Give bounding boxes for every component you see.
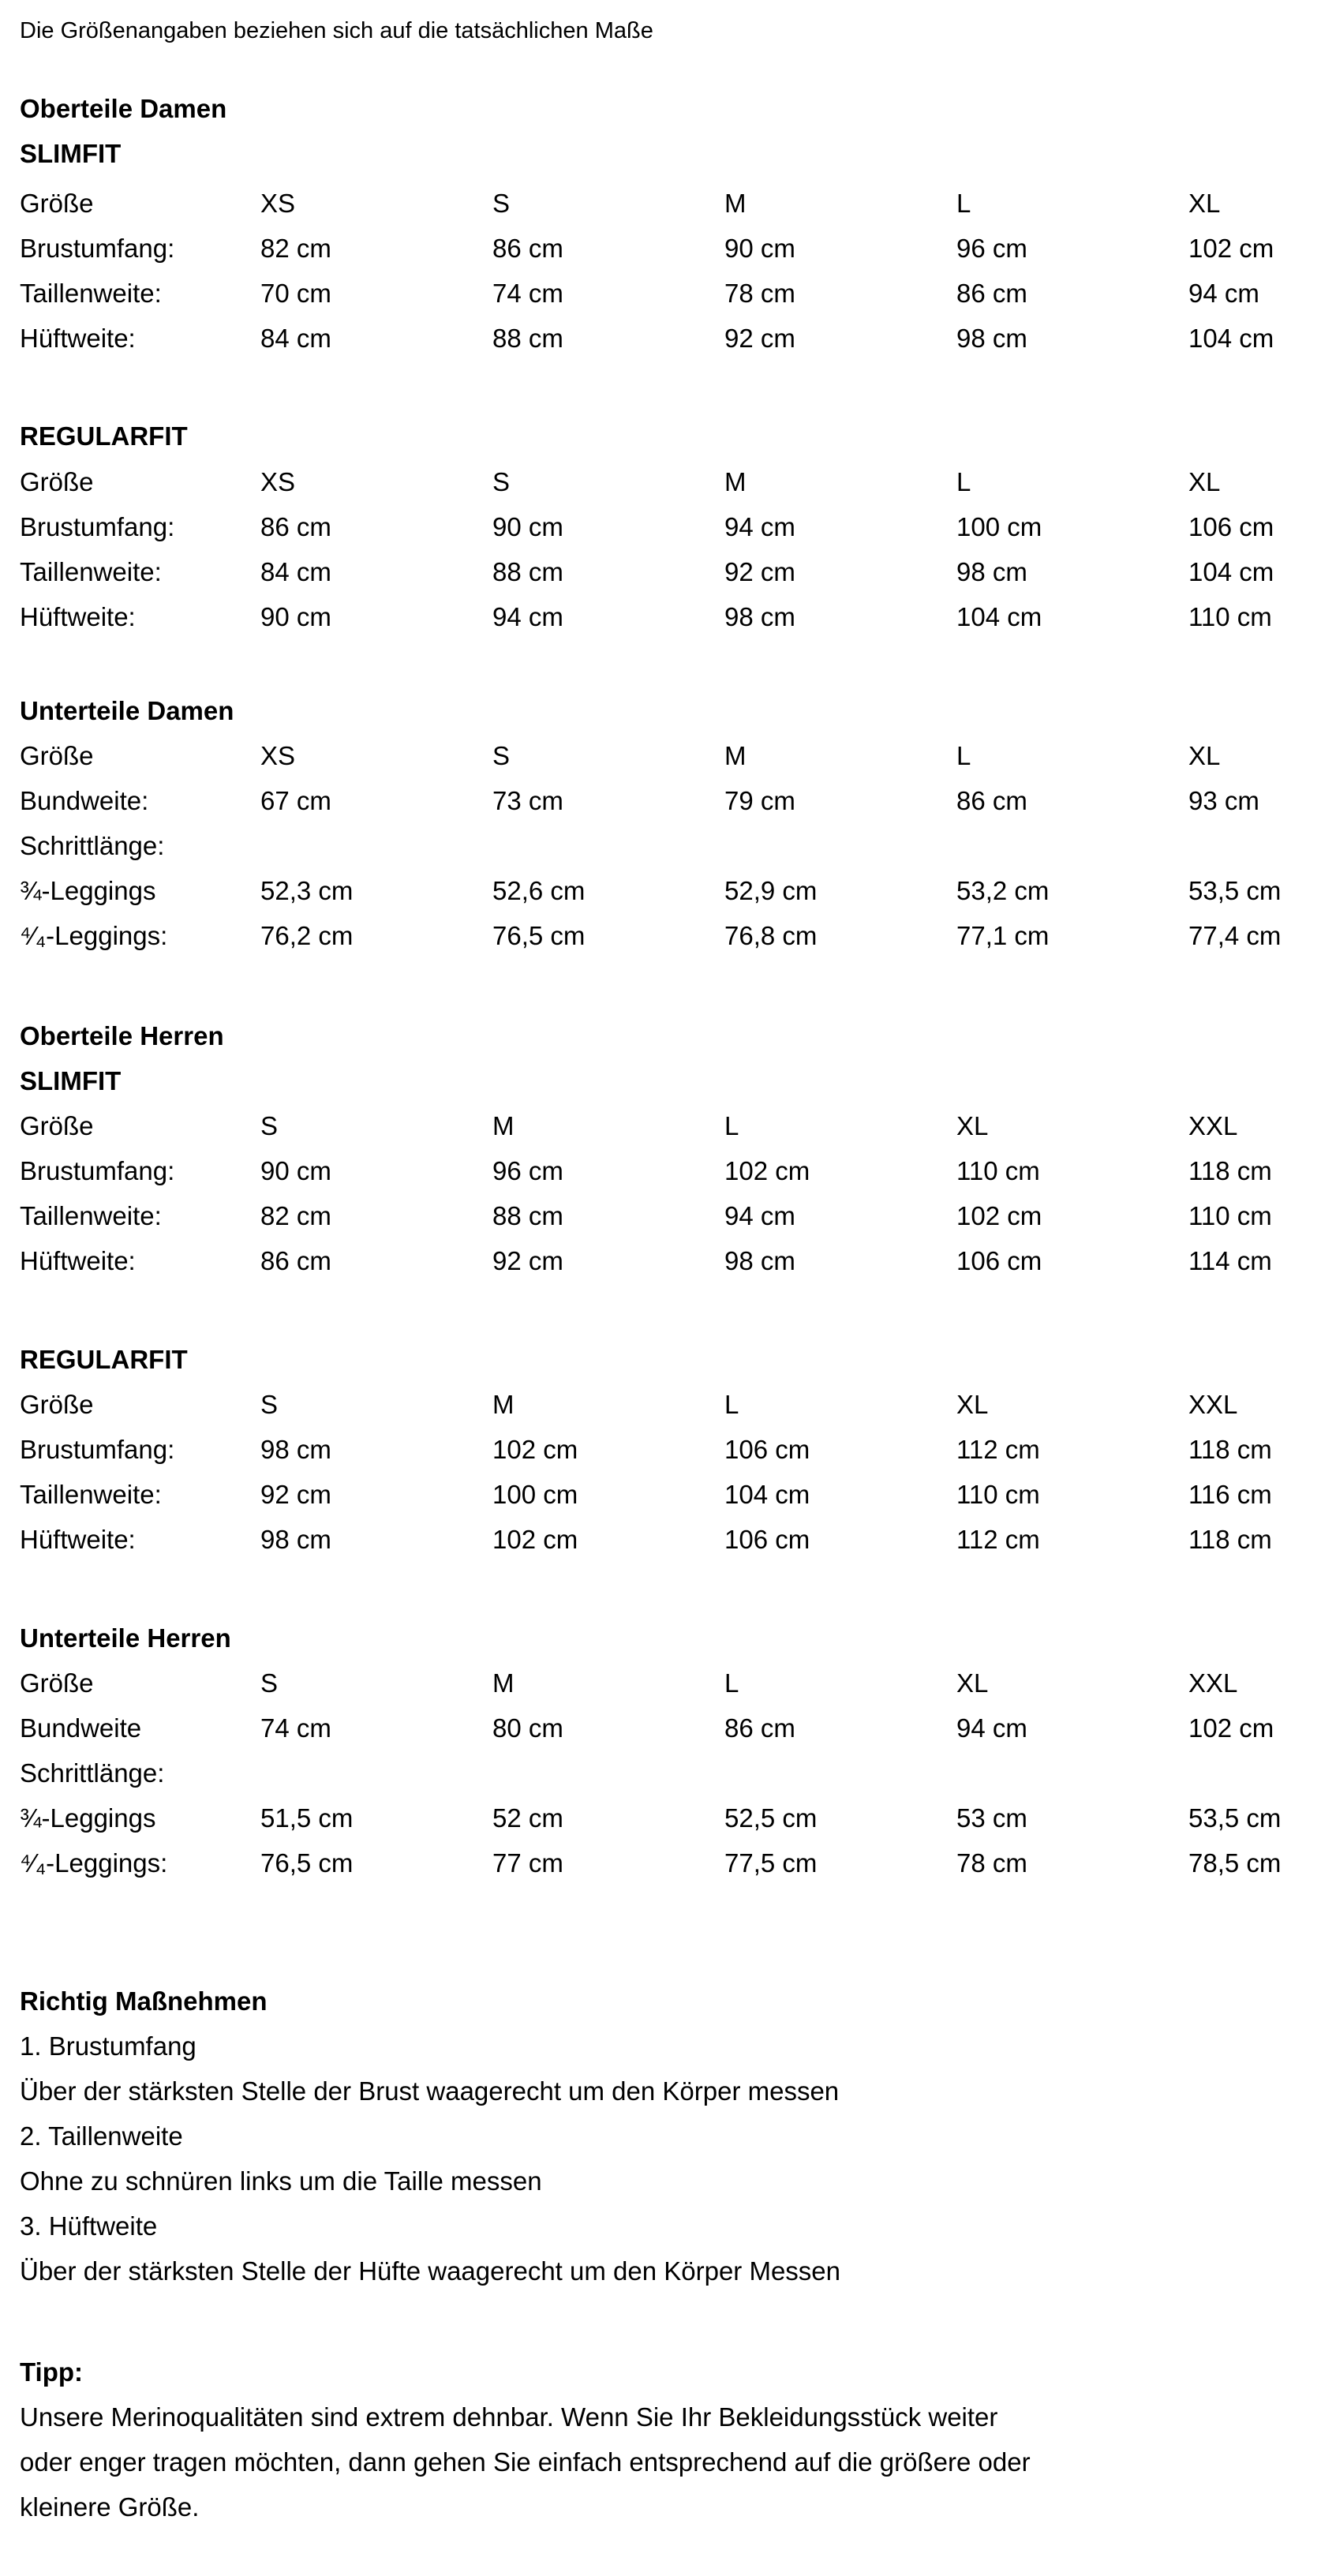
size-row-title: Größe bbox=[20, 189, 94, 218]
measure-row-label: ¾-Leggings bbox=[20, 876, 156, 905]
tip-text-line-2: oder enger tragen möchten, dann gehen Sie einfach entsprechend auf die größere oder bbox=[20, 2447, 1031, 2477]
size-column-header: XXL bbox=[1188, 1390, 1238, 1419]
measure-value: 100 cm bbox=[492, 1480, 578, 1509]
measure-value: 104 cm bbox=[1188, 324, 1274, 353]
measure-row-label: Bundweite: bbox=[20, 786, 149, 815]
tip-text-line-3: kleinere Größe. bbox=[20, 2492, 200, 2522]
measure-value: 118 cm bbox=[1188, 1435, 1272, 1464]
measure-value: 106 cm bbox=[956, 1246, 1042, 1275]
measure-value: 80 cm bbox=[492, 1713, 563, 1743]
measure-value: 114 cm bbox=[1188, 1246, 1272, 1275]
measure-value bbox=[956, 1750, 1188, 1795]
measure-value: 90 cm bbox=[492, 512, 563, 541]
size-column-header: M bbox=[492, 1668, 515, 1698]
size-column-header: L bbox=[956, 189, 971, 218]
measure-value: 94 cm bbox=[724, 1201, 795, 1230]
measure-value: 52,5 cm bbox=[724, 1803, 818, 1833]
measure-value: 76,8 cm bbox=[724, 921, 818, 950]
measure-value bbox=[724, 823, 956, 868]
measure-value: 88 cm bbox=[492, 557, 563, 586]
measure-step-2-text: Ohne zu schnüren links um die Taille messen bbox=[20, 2166, 542, 2196]
heading-oberteile-herren: Oberteile Herren bbox=[20, 1021, 224, 1050]
size-row-title: Größe bbox=[20, 1111, 94, 1140]
size-column-header: S bbox=[260, 1668, 279, 1698]
size-column-header: XXL bbox=[1188, 1668, 1238, 1698]
measure-value: 90 cm bbox=[724, 234, 795, 263]
table-row bbox=[20, 1472, 1305, 1517]
measure-value: 77,5 cm bbox=[724, 1848, 818, 1878]
table-damen-slimfit bbox=[20, 181, 1305, 361]
measure-value: 53 cm bbox=[956, 1803, 1027, 1833]
measure-value: 53,2 cm bbox=[956, 876, 1050, 905]
size-column-header: XXL bbox=[1188, 1111, 1238, 1140]
size-column-header: M bbox=[724, 189, 747, 218]
measure-value: 94 cm bbox=[1188, 279, 1259, 308]
measure-value: 86 cm bbox=[260, 1246, 331, 1275]
size-column-header: M bbox=[492, 1390, 515, 1419]
measure-row-label: Hüftweite: bbox=[20, 602, 136, 631]
measure-value bbox=[492, 1750, 724, 1795]
measure-value: 92 cm bbox=[492, 1246, 563, 1275]
measure-value: 92 cm bbox=[260, 1480, 331, 1509]
measure-value: 52,3 cm bbox=[260, 876, 354, 905]
measure-value: 88 cm bbox=[492, 1201, 563, 1230]
size-row-title: Größe bbox=[20, 1390, 94, 1419]
measure-value: 98 cm bbox=[724, 1246, 795, 1275]
table-header-row bbox=[20, 733, 1305, 778]
measure-value: 104 cm bbox=[724, 1480, 810, 1509]
measure-value: 74 cm bbox=[492, 279, 563, 308]
measure-row-label: ¾-Leggings bbox=[20, 1803, 156, 1833]
table-herren-unterteile bbox=[20, 1661, 1305, 1885]
table-header-row bbox=[20, 181, 1305, 226]
table-row bbox=[20, 1517, 1305, 1562]
measure-value: 88 cm bbox=[492, 324, 563, 353]
measure-step-3-label: 3. Hüftweite bbox=[20, 2211, 158, 2241]
table-row bbox=[20, 1427, 1305, 1472]
size-column-header: S bbox=[260, 1111, 279, 1140]
measure-value: 106 cm bbox=[724, 1435, 810, 1464]
measure-value: 86 cm bbox=[956, 786, 1027, 815]
measure-value: 104 cm bbox=[956, 602, 1042, 631]
measure-row-label: Taillenweite: bbox=[20, 1201, 162, 1230]
table-row bbox=[20, 504, 1305, 549]
heading-unterteile-herren: Unterteile Herren bbox=[20, 1623, 231, 1653]
measure-value: 102 cm bbox=[492, 1525, 578, 1554]
table-row bbox=[20, 549, 1305, 594]
size-row-title: Größe bbox=[20, 467, 94, 496]
table-row bbox=[20, 1148, 1305, 1193]
table-row bbox=[20, 1705, 1305, 1750]
tip-text-line-1: Unsere Merinoqualitäten sind extrem dehnbar. Wenn Sie Ihr Bekleidungsstück weiter bbox=[20, 2402, 998, 2432]
measure-row-label: ⁴⁄₄-Leggings: bbox=[20, 1848, 168, 1878]
measure-value: 90 cm bbox=[260, 602, 331, 631]
table-header-row bbox=[20, 1103, 1305, 1148]
size-column-header: L bbox=[724, 1390, 739, 1419]
size-column-header: M bbox=[724, 741, 747, 770]
table-header-row bbox=[20, 1382, 1305, 1427]
size-column-header: S bbox=[492, 467, 511, 496]
measure-row-label: Brustumfang: bbox=[20, 512, 175, 541]
measure-value: 77,4 cm bbox=[1188, 921, 1282, 950]
measure-value: 104 cm bbox=[1188, 557, 1274, 586]
table-row bbox=[20, 868, 1305, 913]
table-row bbox=[20, 271, 1305, 316]
measure-value: 76,5 cm bbox=[260, 1848, 354, 1878]
measure-value bbox=[1188, 823, 1305, 868]
measure-value: 110 cm bbox=[1188, 602, 1272, 631]
measure-value: 86 cm bbox=[260, 512, 331, 541]
measure-value: 76,2 cm bbox=[260, 921, 354, 950]
measure-value: 94 cm bbox=[724, 512, 795, 541]
table-herren-slimfit bbox=[20, 1103, 1305, 1283]
heading-regularfit-herren: REGULARFIT bbox=[20, 1345, 188, 1374]
measure-value: 112 cm bbox=[956, 1525, 1040, 1554]
size-row-title: Größe bbox=[20, 1668, 94, 1698]
size-column-header: XS bbox=[260, 467, 296, 496]
measure-value: 92 cm bbox=[724, 557, 795, 586]
measure-value: 94 cm bbox=[492, 602, 563, 631]
size-column-header: L bbox=[956, 467, 971, 496]
measure-value: 74 cm bbox=[260, 1713, 331, 1743]
measure-value: 70 cm bbox=[260, 279, 331, 308]
measure-value: 52,6 cm bbox=[492, 876, 586, 905]
size-column-header: S bbox=[492, 189, 511, 218]
measure-value: 53,5 cm bbox=[1188, 876, 1282, 905]
measure-value: 112 cm bbox=[956, 1435, 1040, 1464]
measure-row-label: Bundweite bbox=[20, 1713, 142, 1743]
measure-value: 86 cm bbox=[956, 279, 1027, 308]
heading-unterteile-damen: Unterteile Damen bbox=[20, 696, 234, 725]
measure-value: 116 cm bbox=[1188, 1480, 1272, 1509]
measure-value: 90 cm bbox=[260, 1156, 331, 1185]
measure-row-label: Hüftweite: bbox=[20, 1246, 136, 1275]
measure-value: 52 cm bbox=[492, 1803, 563, 1833]
size-column-header: XL bbox=[1188, 741, 1221, 770]
measure-value bbox=[260, 1750, 492, 1795]
measure-value: 93 cm bbox=[1188, 786, 1259, 815]
size-column-header: L bbox=[956, 741, 971, 770]
table-damen-unterteile bbox=[20, 733, 1305, 958]
measure-value: 98 cm bbox=[724, 602, 795, 631]
measure-value bbox=[260, 823, 492, 868]
measure-row-label: Brustumfang: bbox=[20, 1435, 175, 1464]
measure-value: 98 cm bbox=[260, 1435, 331, 1464]
heading-oberteile-damen: Oberteile Damen bbox=[20, 94, 227, 123]
table-row bbox=[20, 778, 1305, 823]
size-column-header: XL bbox=[1188, 467, 1221, 496]
size-column-header: M bbox=[724, 467, 747, 496]
measure-value: 84 cm bbox=[260, 557, 331, 586]
size-column-header: L bbox=[724, 1111, 739, 1140]
measure-value: 73 cm bbox=[492, 786, 563, 815]
table-row bbox=[20, 1795, 1305, 1840]
table-row bbox=[20, 1840, 1305, 1885]
measure-row-label: Taillenweite: bbox=[20, 557, 162, 586]
measure-row-label: Taillenweite: bbox=[20, 1480, 162, 1509]
table-row bbox=[20, 594, 1305, 639]
size-column-header: XS bbox=[260, 741, 296, 770]
measure-value: 102 cm bbox=[724, 1156, 810, 1185]
intro-note: Die Größenangaben beziehen sich auf die tatsächlichen Maße bbox=[20, 18, 653, 43]
table-row bbox=[20, 1193, 1305, 1238]
heading-richtig-massnehmen: Richtig Maßnehmen bbox=[20, 1986, 268, 2016]
table-row bbox=[20, 226, 1305, 271]
measure-value: 79 cm bbox=[724, 786, 795, 815]
measure-step-1-label: 1. Brustumfang bbox=[20, 2031, 196, 2061]
size-column-header: XL bbox=[956, 1668, 989, 1698]
measure-value: 51,5 cm bbox=[260, 1803, 354, 1833]
size-column-header: L bbox=[724, 1668, 739, 1698]
measure-value: 77,1 cm bbox=[956, 921, 1050, 950]
table-row bbox=[20, 1750, 1305, 1795]
measure-value: 98 cm bbox=[956, 557, 1027, 586]
measure-row-label: Schrittlänge: bbox=[20, 1758, 165, 1788]
measure-value: 78,5 cm bbox=[1188, 1848, 1282, 1878]
table-row bbox=[20, 316, 1305, 361]
measure-value: 84 cm bbox=[260, 324, 331, 353]
measure-value: 96 cm bbox=[956, 234, 1027, 263]
measure-value: 118 cm bbox=[1188, 1156, 1272, 1185]
measure-step-1-text: Über der stärksten Stelle der Brust waagerecht um den Körper messen bbox=[20, 2076, 840, 2106]
measure-step-2-label: 2. Taillenweite bbox=[20, 2121, 183, 2151]
heading-slimfit-herren: SLIMFIT bbox=[20, 1066, 122, 1095]
measure-value: 102 cm bbox=[1188, 1713, 1274, 1743]
measure-value: 78 cm bbox=[956, 1848, 1027, 1878]
measure-value: 110 cm bbox=[956, 1156, 1040, 1185]
measure-value: 86 cm bbox=[492, 234, 563, 263]
size-column-header: M bbox=[492, 1111, 515, 1140]
measure-value: 98 cm bbox=[956, 324, 1027, 353]
table-damen-regularfit bbox=[20, 459, 1305, 639]
measure-value bbox=[956, 823, 1188, 868]
measure-value: 53,5 cm bbox=[1188, 1803, 1282, 1833]
measure-value bbox=[492, 823, 724, 868]
measure-value: 96 cm bbox=[492, 1156, 563, 1185]
table-herren-regularfit bbox=[20, 1382, 1305, 1562]
table-row bbox=[20, 1238, 1305, 1283]
size-column-header: XS bbox=[260, 189, 296, 218]
measure-value: 86 cm bbox=[724, 1713, 795, 1743]
measure-value: 77 cm bbox=[492, 1848, 563, 1878]
measure-value: 94 cm bbox=[956, 1713, 1027, 1743]
measure-value: 106 cm bbox=[1188, 512, 1274, 541]
measure-value: 100 cm bbox=[956, 512, 1042, 541]
table-row bbox=[20, 823, 1305, 868]
measure-row-label: Brustumfang: bbox=[20, 234, 175, 263]
table-row bbox=[20, 913, 1305, 958]
measure-value: 76,5 cm bbox=[492, 921, 586, 950]
measure-value: 106 cm bbox=[724, 1525, 810, 1554]
measure-row-label: Hüftweite: bbox=[20, 324, 136, 353]
measure-value: 67 cm bbox=[260, 786, 331, 815]
measure-row-label: Hüftweite: bbox=[20, 1525, 136, 1554]
measure-value: 102 cm bbox=[1188, 234, 1274, 263]
size-column-header: XL bbox=[956, 1390, 989, 1419]
measure-row-label: ⁴⁄₄-Leggings: bbox=[20, 921, 168, 950]
size-column-header: XL bbox=[1188, 189, 1221, 218]
measure-row-label: Taillenweite: bbox=[20, 279, 162, 308]
measure-value: 52,9 cm bbox=[724, 876, 818, 905]
measure-value: 110 cm bbox=[956, 1480, 1040, 1509]
size-row-title: Größe bbox=[20, 741, 94, 770]
measure-row-label: Brustumfang: bbox=[20, 1156, 175, 1185]
table-header-row bbox=[20, 459, 1305, 504]
heading-regularfit-damen: REGULARFIT bbox=[20, 421, 188, 451]
heading-slimfit-damen: SLIMFIT bbox=[20, 139, 122, 168]
measure-row-label: Schrittlänge: bbox=[20, 831, 165, 860]
measure-value bbox=[1188, 1750, 1305, 1795]
heading-tipp: Tipp: bbox=[20, 2357, 84, 2387]
size-column-header: XL bbox=[956, 1111, 989, 1140]
measure-value: 98 cm bbox=[260, 1525, 331, 1554]
measure-value: 82 cm bbox=[260, 234, 331, 263]
size-column-header: S bbox=[260, 1390, 279, 1419]
measure-value: 82 cm bbox=[260, 1201, 331, 1230]
measure-value: 118 cm bbox=[1188, 1525, 1272, 1554]
size-column-header: S bbox=[492, 741, 511, 770]
measure-step-3-text: Über der stärksten Stelle der Hüfte waagerecht um den Körper Messen bbox=[20, 2256, 841, 2286]
measure-value: 78 cm bbox=[724, 279, 795, 308]
measure-value bbox=[724, 1750, 956, 1795]
measure-value: 110 cm bbox=[1188, 1201, 1272, 1230]
measure-value: 92 cm bbox=[724, 324, 795, 353]
measure-value: 102 cm bbox=[492, 1435, 578, 1464]
table-header-row bbox=[20, 1661, 1305, 1705]
measure-value: 102 cm bbox=[956, 1201, 1042, 1230]
